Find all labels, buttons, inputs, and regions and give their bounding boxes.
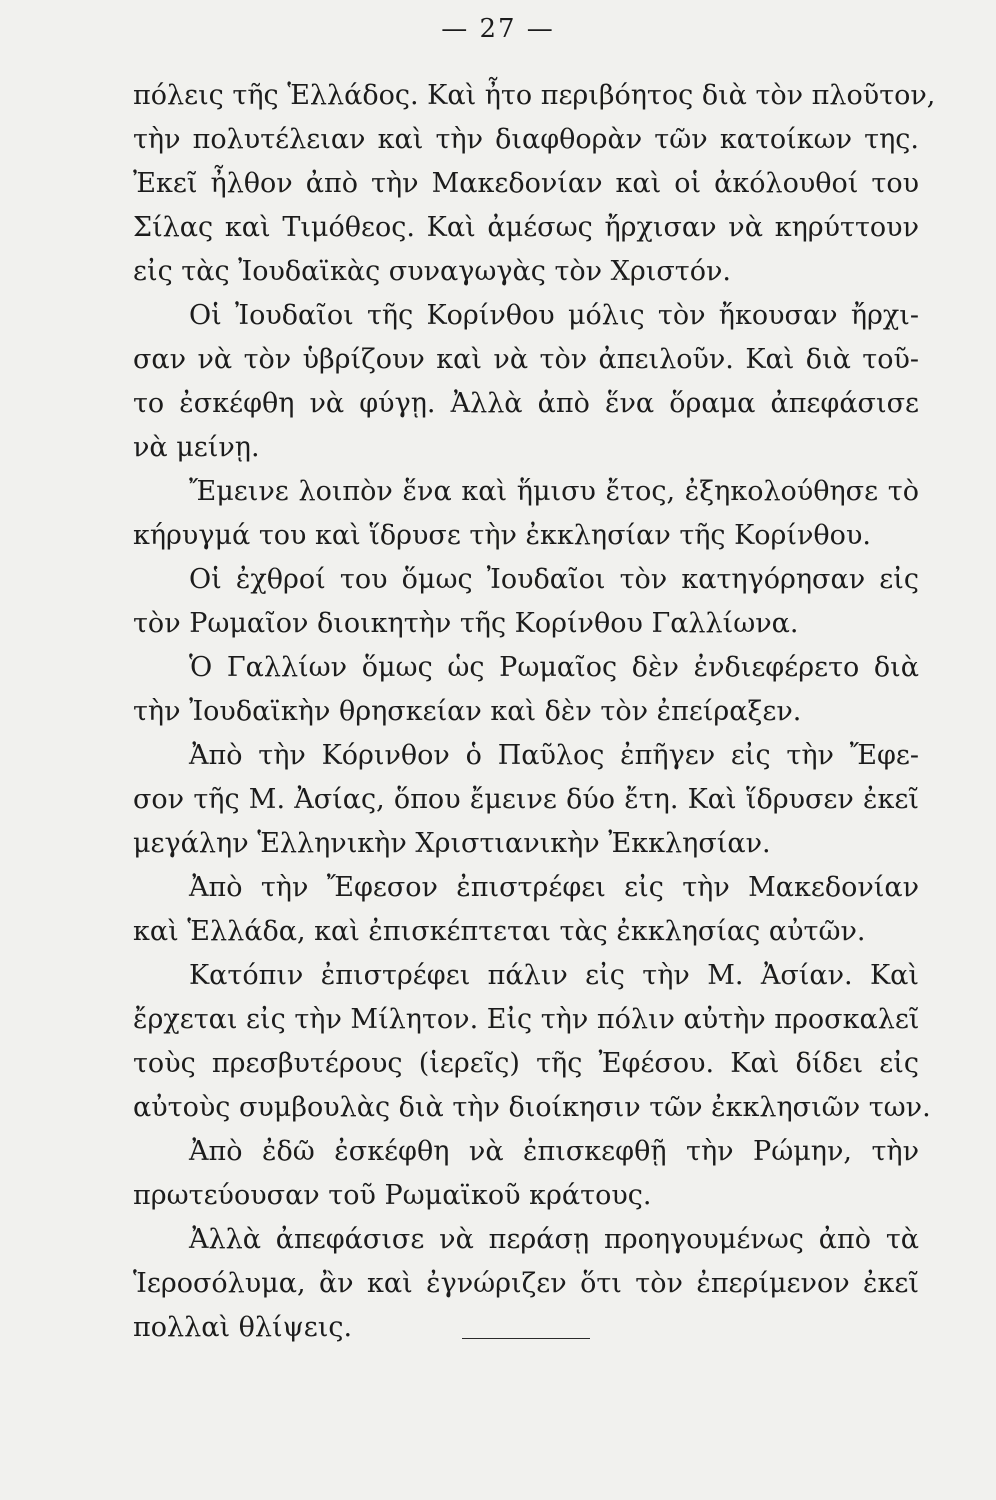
text-line: καὶ Ἑλλάδα, καὶ ἐπισκέπτεται τὰς ἐκκλησίας αὐτῶν.: [133, 916, 866, 947]
text-line: πρωτεύουσαν τοῦ Ρωμαϊκοῦ κράτους.: [133, 1180, 652, 1211]
text-line: εἰς τὰς Ἰουδαϊκὰς συναγωγὰς τὸν Χριστόν.: [133, 256, 731, 287]
text-line: Ἀλλὰ ἀπεφάσισε νὰ περάσῃ προηγουμένως ἀπὸ τὰ: [189, 1224, 919, 1255]
text-line: Ἔμεινε λοιπὸν ἕνα καὶ ἥμισυ ἔτος, ἐξηκολούθησε τὸ: [189, 476, 919, 507]
text-line: Οἱ Ἰουδαῖοι τῆς Κορίνθου μόλις τὸν ἤκουσαν ἤρχι-: [189, 300, 919, 331]
text-line: πολλαὶ θλίψεις.: [133, 1312, 353, 1343]
text-line: τὸν Ρωμαῖον διοικητὴν τῆς Κορίνθου Γαλλίωνα.: [133, 608, 799, 639]
section-divider: [462, 1338, 590, 1339]
text-line: τὴν πολυτέλειαν καὶ τὴν διαφθορὰν τῶν κατοίκων της.: [133, 124, 919, 155]
text-line: Ἱεροσόλυμα, ἂν καὶ ἐγνώριζεν ὅτι τὸν ἐπερίμενον ἐκεῖ: [133, 1268, 919, 1299]
text-line: πόλεις τῆς Ἑλλάδος. Καὶ ἦτο περιβόητος διὰ τὸν πλοῦτον,: [133, 80, 936, 111]
text-line: τὴν Ἰουδαϊκὴν θρησκείαν καὶ δὲν τὸν ἐπείραξεν.: [133, 696, 802, 727]
text-line: σον τῆς Μ. Ἀσίας, ὅπου ἔμεινε δύο ἔτη. Καὶ ἵδρυσεν ἐκεῖ: [133, 784, 919, 815]
text-line: αὐτοὺς συμβουλὰς διὰ τὴν διοίκησιν τῶν ἐκκλησιῶν των.: [133, 1092, 931, 1123]
text-line: Ἀπὸ τὴν Κόρινθον ὁ Παῦλος ἐπῆγεν εἰς τὴν Ἔφε-: [189, 740, 919, 771]
text-line: νὰ μείνῃ.: [133, 432, 260, 463]
text-line: Ὁ Γαλλίων ὅμως ὡς Ρωμαῖος δὲν ἐνδιεφέρετο διὰ: [189, 652, 919, 683]
text-line: κήρυγμά του καὶ ἵδρυσε τὴν ἐκκλησίαν τῆς Κορίνθου.: [133, 520, 871, 551]
text-line: Κατόπιν ἐπιστρέφει πάλιν εἰς τὴν Μ. Ἀσίαν. Καὶ: [189, 960, 919, 991]
text-line: Οἱ ἐχθροί του ὅμως Ἰουδαῖοι τὸν κατηγόρησαν εἰς: [189, 564, 919, 595]
text-line: Ἀπὸ τὴν Ἔφεσον ἐπιστρέφει εἰς τὴν Μακεδονίαν: [189, 872, 919, 903]
text-line: Σίλας καὶ Τιμόθεος. Καὶ ἀμέσως ἤρχισαν νὰ κηρύττουν: [133, 212, 919, 243]
text-line: τοὺς πρεσβυτέρους (ἱερεῖς) τῆς Ἐφέσου. Καὶ δίδει εἰς: [133, 1048, 919, 1079]
text-line: Ἐκεῖ ἦλθον ἀπὸ τὴν Μακεδονίαν καὶ οἱ ἀκόλουθοί του: [133, 168, 919, 199]
text-line: το ἐσκέφθη νὰ φύγῃ. Ἀλλὰ ἀπὸ ἕνα ὅραμα ἀπεφάσισε: [133, 388, 919, 419]
page-number: — 27 —: [441, 14, 555, 44]
text-line: μεγάλην Ἑλληνικὴν Χριστιανικὴν Ἐκκλησίαν.: [133, 828, 771, 859]
text-line: σαν νὰ τὸν ὑβρίζουν καὶ νὰ τὸν ἀπειλοῦν. Καὶ διὰ τοῦ-: [133, 344, 919, 375]
text-line: Ἀπὸ ἐδῶ ἐσκέφθη νὰ ἐπισκεφθῇ τὴν Ρώμην, τὴν: [189, 1136, 919, 1167]
text-line: ἔρχεται εἰς τὴν Μίλητον. Εἰς τὴν πόλιν αὐτὴν προσκαλεῖ: [133, 1004, 920, 1035]
